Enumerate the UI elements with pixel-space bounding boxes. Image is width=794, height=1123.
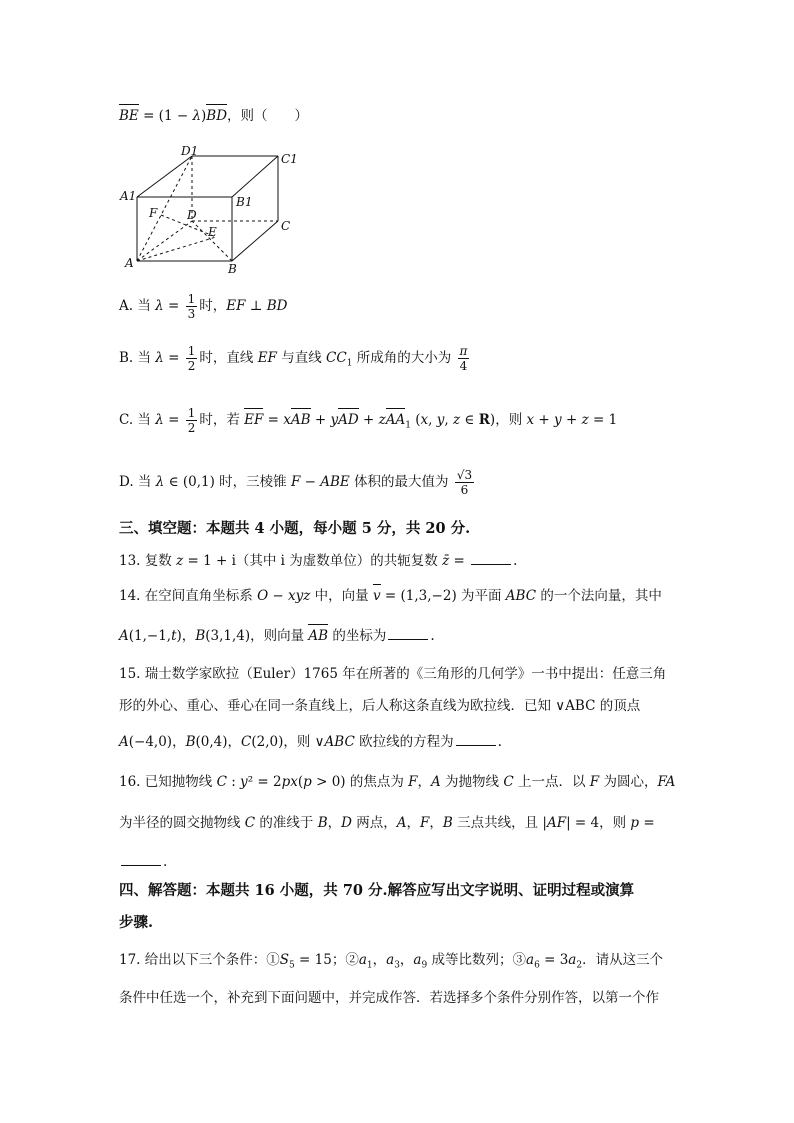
question-12-tail: BE = (1 − λ)BD，则（ ） bbox=[119, 108, 309, 124]
label-C1: C1 bbox=[281, 152, 298, 166]
label-E: E bbox=[208, 225, 217, 239]
label-B: B bbox=[228, 262, 237, 273]
question-13: 13. 复数 z = 1 + i（其中 i 为虚数单位）的共轭复数 z̄ = . bbox=[119, 553, 518, 569]
label-A: A bbox=[125, 256, 134, 270]
label-F: F bbox=[149, 206, 158, 220]
section-4-heading-line-2: 步骤. bbox=[119, 914, 154, 931]
question-15-line-2: 形的外心、重心、垂心在同一条直线上，后人称这条直线为欧拉线．已知 ∨ABC 的顶点 bbox=[119, 698, 641, 714]
question-14-line-2: A(1,−1,t)，B(3,1,4)，则向量 AB 的坐标为 . bbox=[119, 628, 435, 644]
section-4-heading-line-1: 四、解答题：本题共 16 小题，共 70 分.解答应写出文字说明、证明过程或演算 bbox=[119, 882, 635, 899]
label-B1: B1 bbox=[236, 195, 253, 209]
question-17-line-1: 17. 给出以下三个条件：$①S_5 = 15$；$②a_1$，$a_3$，$a_9$ 成等比数列；$③a_6 = 3a_2$．请从这三个 bbox=[119, 952, 664, 971]
option-c: C. 当 λ = $\frac{1}{2}$ 时，若 EF = xAB + yAD + zAA$_1$ (x, y, z ∈ R)，则 x + y + z = 1 bbox=[119, 406, 618, 435]
question-15-line-3: A(−4,0)，B(0,4)，C(2,0)，则 ∨ABC 欧拉线的方程为 . bbox=[119, 734, 502, 750]
label-C: C bbox=[281, 219, 291, 233]
option-b: B. 当 λ = $\frac{1}{2}$ 时，直线 EF 与直线 $CC_1$ 所成角的大小为 $\frac{\pi}{4}$ bbox=[119, 344, 468, 373]
label-D1: D1 bbox=[181, 144, 199, 158]
question-14-line-1: 14. 在空间直角坐标系 O − xyz 中，向量 v = (1,3,−2) 为平面 ABC 的一个法向量，其中 bbox=[119, 588, 662, 604]
option-a: A. 当 λ = $\frac{1}{3}$ 时，EF ⊥ BD bbox=[119, 292, 288, 321]
question-16-line-2: 为半径的圆交抛物线 C 的准线于 B，D 两点，A，F，B 三点共线，且 |AF| = 4，则 p = bbox=[119, 815, 655, 831]
label-A1: A1 bbox=[120, 189, 137, 203]
question-15-line-1: 15. 瑞士数学家欧拉（Euler）1765 年在所著的《三角形的几何学》一书中提出：任意三角 bbox=[119, 666, 667, 682]
label-D: D bbox=[187, 208, 197, 222]
cube-figure bbox=[115, 143, 305, 273]
question-17-line-2: 条件中任选一个，补充到下面问题中，并完成作答．若选择多个条件分别作答，以第一个作 bbox=[119, 990, 659, 1006]
option-d: D. 当 λ ∈ (0,1) 时，三棱锥 F − ABE 体积的最大值为 $\frac{√3}{6}$ bbox=[119, 468, 473, 497]
question-16-line-1: 16. 已知抛物线 C : y² = 2px(p > 0) 的焦点为 F，A 为抛物线 C 上一点．以 F 为圆心，FA bbox=[119, 774, 676, 790]
section-3-heading: 三、填空题：本题共 4 小题，每小题 5 分，共 20 分. bbox=[119, 520, 471, 537]
question-16-line-3: . bbox=[119, 852, 167, 872]
